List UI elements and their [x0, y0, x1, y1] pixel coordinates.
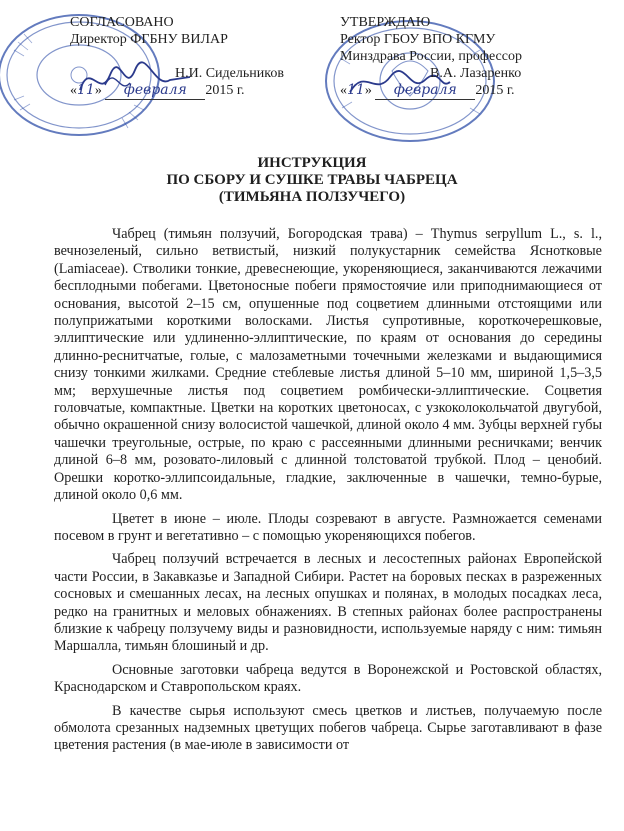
paragraph: В качестве сырья используют смесь цветков и листьев, получаемую после обмолота срезанных надземных цветущих побегов чабреца. Сырье заготавливают в фазе цветения растения (в мае-июле в зависимости от: [54, 702, 602, 754]
paragraph: Чабрец ползучий встречается в лесных и лесостепных районах Европейской части России, в Закавказье и Западной Сибири. Растет на боровых песках в разреженных сосновых и смешанных лесах, на лесных опушках и полянах, в молодых посадках леса, редко на гранитных и меловых обнажениях. В степных районах более распространены близкие к чабрецу ползучему виды и разновидности, используемые наряду с ним: тимьян Маршалла, тимьян блошиный и др.: [54, 551, 602, 655]
spacer: [70, 48, 284, 65]
paragraph: Основные заготовки чабреца ведутся в Воронежской и Ростовской областях, Краснодарском и Ставропольском краях.: [54, 661, 602, 696]
paragraph: Цветет в июне – июле. Плоды созревают в августе. Размножается семенами посевом в грунт и вегетативно – с помощью укореняющихся побегов.: [54, 510, 602, 544]
approval-heading-left: СОГЛАСОВАНО: [70, 15, 174, 30]
date-line-left: «11» февраля 2015 г.: [70, 82, 245, 98]
approval-heading-right: УТВЕРЖДАЮ: [340, 15, 431, 30]
approval-position-right: Ректор ГБОУ ВПО КГМУ: [340, 32, 496, 47]
approval-position2-right: Минздрава России, профессор: [340, 49, 522, 64]
date-year-left: 2015 г.: [205, 83, 245, 98]
document-title: [0, 155, 624, 206]
approval-position-left: Директор ФГБНУ ВИЛАР: [70, 32, 228, 47]
signer-name-right: В.А. Лазаренко: [430, 66, 522, 81]
signature-line-left: [70, 65, 284, 82]
document-body: [54, 226, 602, 761]
approval-block-left: [70, 14, 284, 100]
date-month-right: февраля: [375, 82, 475, 100]
paragraph: Чабрец (тимьян ползучий, Богородская трава) – Thymus serpyllum L., s. l., вечнозеленый, сильно ветвистый, низкий полукустарник семейства Яснотковые (Lamiaceae). Стволики тонкие, древеснеющие, укореняющиеся, заканчиваются лежачими бесплодными побегами. Цветоносные побеги прямостоячие или приподнимающиеся от основания, высотой 2–15 см, опушенные под соцветием длинными отстоящими или полуприжатыми короткими волосками. Листья супротивные, короткочерешковые, эллиптические или удлиненно-эллиптические, по краям от основания до середины длинно-реснитчатые, голые, с малозаметными точечными железками и выдающимися снизу тонкими жилками. Средние стеблевые листья длиной 5–10 мм, шириной 1,5–3,5 мм; верхушечные листья под соцветием ромбически-эллиптические. Соцветия головчатые, компактные. Цветки на коротких цветоносах, с узкоколокольчатой двугубой, обычно окрашенной снизу волосистой чашечкой, длиной около 4 мм. Зубцы верхней губы чашечки треугольные, острые, по краю с рассеянными длинными ресничками; венчик длиной 6–8 мм, розовато-лиловый с длинной толстоватой трубкой. Плод – ценобий. Орешки коротко-эллипсоидальные, гладкие, заключенные в чашечки, темно-бурые, длиной около 0,6 мм.: [54, 226, 602, 504]
date-line-right: «11» февраля 2015 г.: [340, 82, 515, 98]
title-line-1: ИНСТРУКЦИЯ: [257, 155, 367, 171]
signature-line-right: [340, 65, 522, 82]
title-line-3: (ТИМЬЯНА ПОЛЗУЧЕГО): [218, 189, 406, 205]
signer-name-left: Н.И. Сидельников: [175, 66, 284, 81]
date-day-right: 11: [347, 82, 365, 98]
approval-block-right: [340, 14, 522, 100]
title-line-2: ПО СБОРУ И СУШКЕ ТРАВЫ ЧАБРЕЦА: [166, 172, 458, 188]
date-month-left: февраля: [105, 82, 205, 100]
date-day-left: 11: [77, 82, 95, 98]
date-year-right: 2015 г.: [475, 83, 515, 98]
